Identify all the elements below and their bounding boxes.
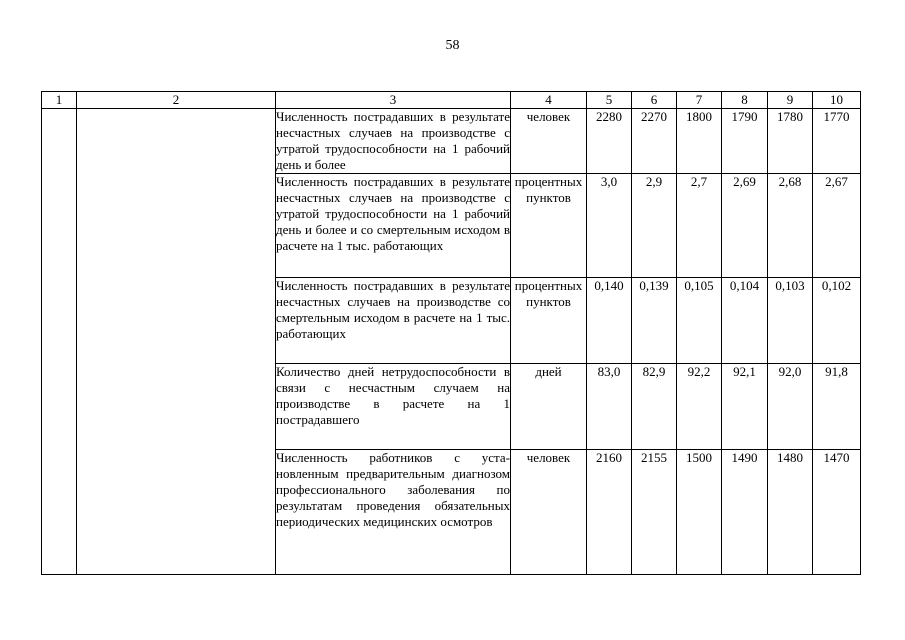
value-cell: 2155 — [632, 450, 677, 575]
value-cell: 2160 — [587, 450, 632, 575]
value-cell: 91,8 — [813, 364, 861, 450]
value-cell: 0,140 — [587, 278, 632, 364]
value-cell: 3,0 — [587, 174, 632, 278]
value-cell: 1790 — [722, 109, 768, 174]
value-cell: 0,103 — [768, 278, 813, 364]
column-header: 5 — [587, 92, 632, 109]
column-header: 4 — [511, 92, 587, 109]
value-cell: 1480 — [768, 450, 813, 575]
value-cell: 92,2 — [677, 364, 722, 450]
value-cell: 1780 — [768, 109, 813, 174]
indicator-cell: Численность пострадавших в результате несчастных случаев на производстве со смертельным исходом в расчете на 1 тыс. работающих — [276, 278, 511, 364]
column-header: 10 — [813, 92, 861, 109]
value-cell: 2280 — [587, 109, 632, 174]
value-cell: 2270 — [632, 109, 677, 174]
value-cell: 2,68 — [768, 174, 813, 278]
column-header: 2 — [77, 92, 276, 109]
unit-cell: человек — [511, 109, 587, 174]
indicator-cell: Численность пострадавших в результате несчастных случаев на производстве с утратой трудоспособности на 1 рабочий день и более и со смертельным исходом в расчете на 1 тыс. работающих — [276, 174, 511, 278]
value-cell: 1470 — [813, 450, 861, 575]
indicator-cell: Численность работников с установленным предварительным диагнозом профессионального заболевания по результатам проведения обязательных периодических медицинских осмотров — [276, 450, 511, 575]
value-cell: 1770 — [813, 109, 861, 174]
value-cell: 83,0 — [587, 364, 632, 450]
value-cell: 2,67 — [813, 174, 861, 278]
column-header: 1 — [42, 92, 77, 109]
unit-cell: дней — [511, 364, 587, 450]
value-cell: 1800 — [677, 109, 722, 174]
value-cell: 1500 — [677, 450, 722, 575]
page-number: 58 — [445, 38, 460, 53]
indicator-cell: Количество дней нетрудоспособности в связи с несчастным случаем на производстве в расчете на 1 пострадавшего — [276, 364, 511, 450]
column-header: 7 — [677, 92, 722, 109]
table-header-row — [42, 92, 861, 109]
value-cell: 82,9 — [632, 364, 677, 450]
column-header: 3 — [276, 92, 511, 109]
value-cell: 1490 — [722, 450, 768, 575]
indicators-table — [41, 91, 861, 575]
value-cell: 2,9 — [632, 174, 677, 278]
column-header: 6 — [632, 92, 677, 109]
unit-cell: человек — [511, 450, 587, 575]
table-row — [42, 109, 861, 174]
indicator-cell: Численность пострадавших в результате несчастных случаев на производстве с утратой трудоспособности на 1 рабочий день и более — [276, 109, 510, 172]
unit-cell: процентных пунктов — [511, 174, 587, 278]
value-cell: 0,104 — [722, 278, 768, 364]
value-cell: 92,1 — [722, 364, 768, 450]
value-cell: 92,0 — [768, 364, 813, 450]
value-cell: 2,69 — [722, 174, 768, 278]
column-header: 8 — [722, 92, 768, 109]
value-cell: 0,102 — [813, 278, 861, 364]
value-cell: 2,7 — [677, 174, 722, 278]
column-header: 9 — [768, 92, 813, 109]
value-cell: 0,139 — [632, 278, 677, 364]
unit-cell: процентных пунктов — [511, 278, 587, 364]
row-number-cell — [42, 109, 77, 575]
value-cell: 0,105 — [677, 278, 722, 364]
program-cell — [77, 109, 276, 575]
